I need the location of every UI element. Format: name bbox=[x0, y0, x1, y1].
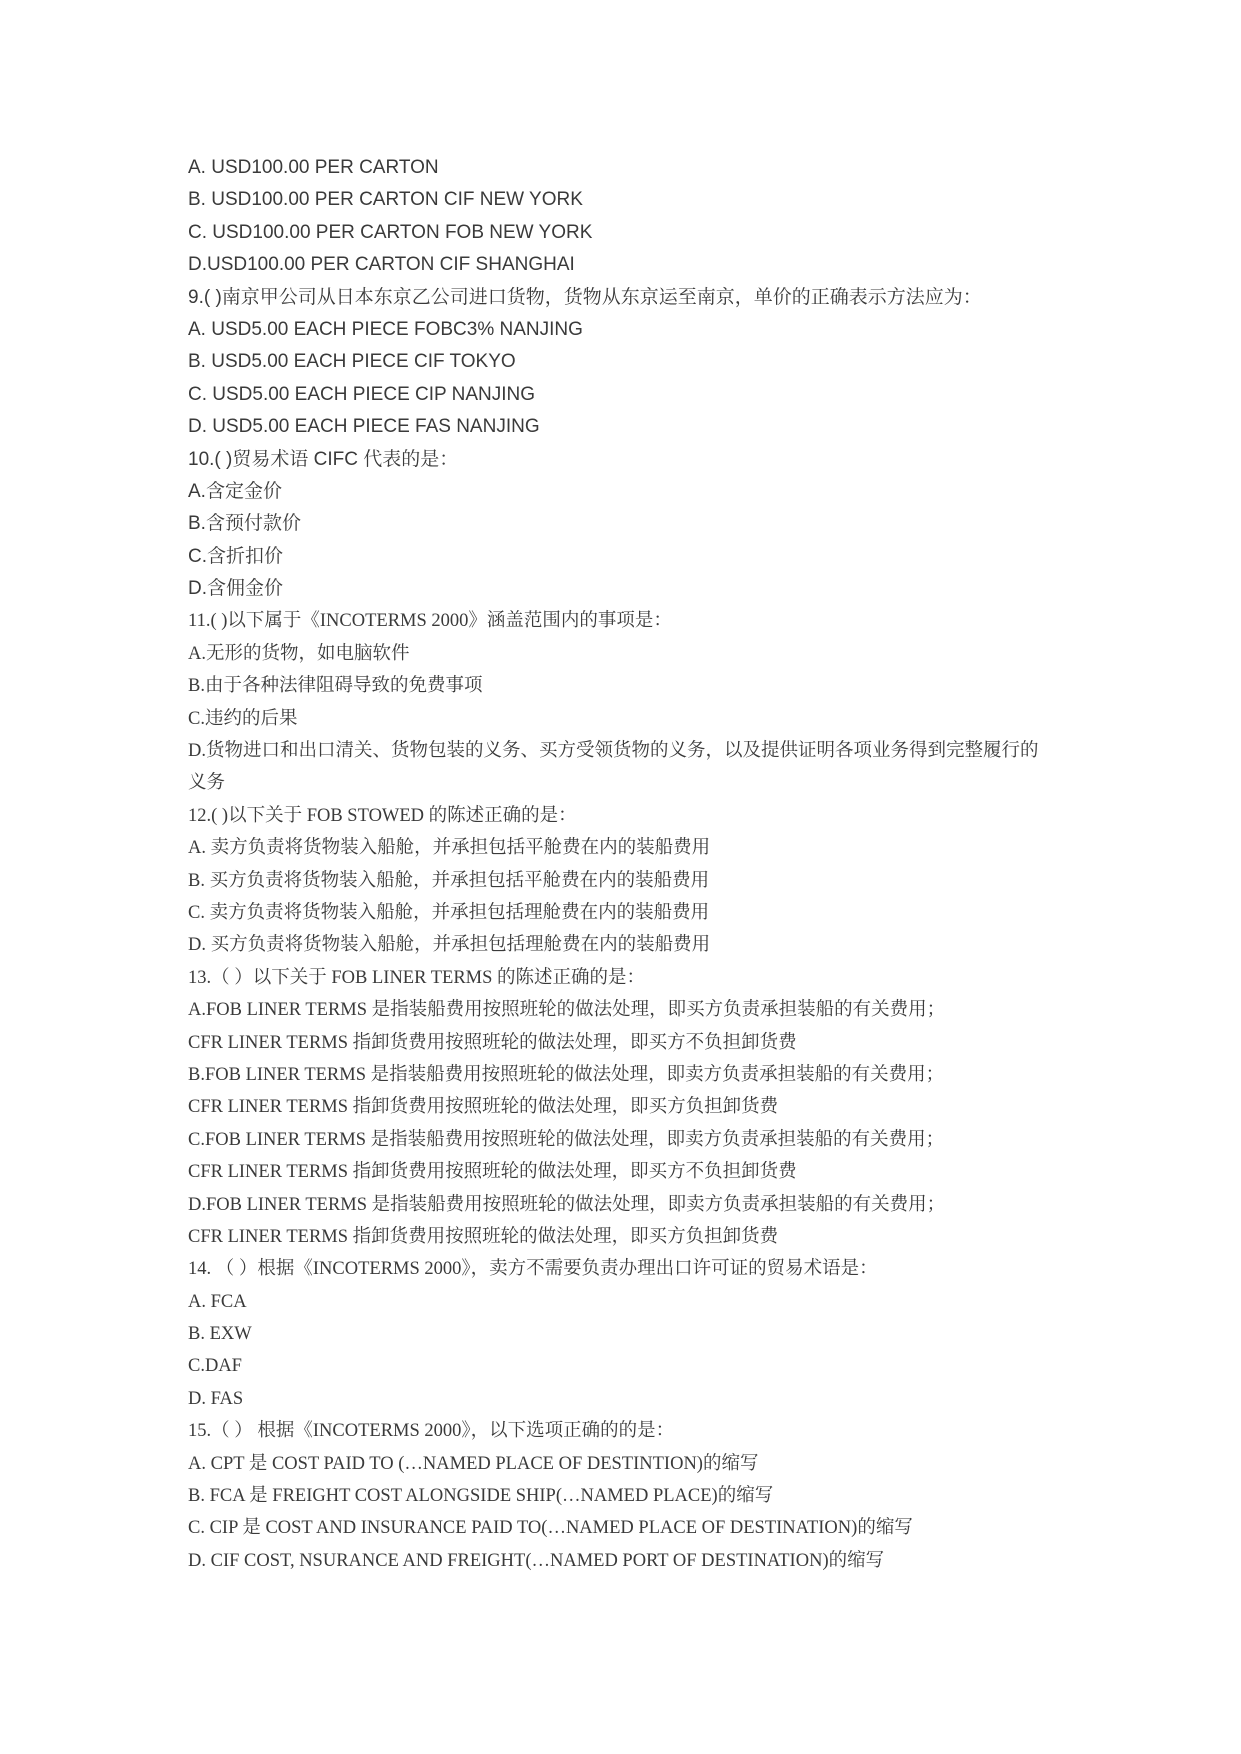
text-line: A. USD100.00 PER CARTON bbox=[188, 157, 439, 178]
text-line: A. 卖方负责将货物装入船舱，并承担包括平舱费在内的装船费用 bbox=[188, 838, 711, 859]
text-line: B. FCA 是 FREIGHT COST ALONGSIDE SHIP(…NAMED PLACE)的缩写 bbox=[188, 1486, 774, 1507]
text-line: A. CPT 是 COST PAID TO (…NAMED PLACE OF DESTINTION)的缩写 bbox=[188, 1453, 759, 1474]
text-line: B. 买方负责将货物装入船舱，并承担包括平舱费在内的装船费用 bbox=[188, 870, 710, 891]
text-line: D.USD100.00 PER CARTON CIF SHANGHAI bbox=[188, 254, 575, 276]
text-line: C. USD100.00 PER CARTON FOB NEW YORK bbox=[188, 221, 593, 243]
text-line: C. USD5.00 EACH PIECE CIP NANJING bbox=[188, 383, 536, 405]
text-line: C.FOB LINER TERMS 是指装船费用按照班轮的做法处理，即卖方负责承担装船的有关费用； bbox=[188, 1129, 945, 1150]
text-line: 义务 bbox=[188, 773, 226, 794]
text-line: 12.( )以下关于 FOB STOWED 的陈述正确的是： bbox=[188, 805, 577, 826]
text-line: B. USD5.00 EACH PIECE CIF TOKYO bbox=[188, 351, 516, 373]
text-line: CFR LINER TERMS 指卸货费用按照班轮的做法处理，即买方负担卸货费 bbox=[188, 1097, 779, 1118]
text-line: D. 买方负责将货物装入船舱，并承担包括理舱费在内的装船费用 bbox=[188, 935, 711, 956]
text-line: B. USD100.00 PER CARTON CIF NEW YORK bbox=[188, 189, 583, 211]
text-line: A.无形的货物，如电脑软件 bbox=[188, 643, 410, 664]
text-line: A. FCA bbox=[188, 1291, 247, 1312]
text-line: D. USD5.00 EACH PIECE FAS NANJING bbox=[188, 416, 540, 438]
text-line: D.FOB LINER TERMS 是指装船费用按照班轮的做法处理，即卖方负责承担装船的有关费用； bbox=[188, 1194, 946, 1215]
text-line: D. FAS bbox=[188, 1388, 244, 1409]
text-line: A.FOB LINER TERMS 是指装船费用按照班轮的做法处理，即买方负责承担装船的有关费用； bbox=[188, 1000, 946, 1021]
question-text-block bbox=[188, 152, 1088, 1577]
text-line: D.含佣金价 bbox=[188, 578, 284, 600]
text-line: A. USD5.00 EACH PIECE FOBC3% NANJING bbox=[188, 318, 583, 340]
text-line: 14. （ ）根据《INCOTERMS 2000》，卖方不需要负责办理出口许可证的贸易术语是： bbox=[188, 1259, 878, 1280]
text-line: CFR LINER TERMS 指卸货费用按照班轮的做法处理，即买方不负担卸货费 bbox=[188, 1032, 797, 1053]
text-line: B.含预付款价 bbox=[188, 513, 301, 535]
text-line: 13.（ ）以下关于 FOB LINER TERMS 的陈述正确的是： bbox=[188, 967, 646, 988]
text-line: C.含折扣价 bbox=[188, 545, 284, 567]
text-line: B.由于各种法律阻碍导致的免费事项 bbox=[188, 676, 483, 697]
text-line: A.含定金价 bbox=[188, 480, 282, 502]
text-line: 9.( )南京甲公司从日本东京乙公司进口货物，货物从东京运至南京，单价的正确表示方法应为： bbox=[188, 286, 982, 308]
text-line: C. CIP 是 COST AND INSURANCE PAID TO(…NAMED PLACE OF DESTINATION)的缩写 bbox=[188, 1518, 913, 1539]
text-line: C.违约的后果 bbox=[188, 708, 298, 729]
text-line: CFR LINER TERMS 指卸货费用按照班轮的做法处理，即买方不负担卸货费 bbox=[188, 1162, 797, 1183]
text-line: D. CIF COST, NSURANCE AND FREIGHT(…NAMED PORT OF DESTINATION)的缩写 bbox=[188, 1550, 885, 1571]
text-line: D.货物进口和出口清关、货物包装的义务、买方受领货物的义务，以及提供证明各项业务得到完整履行的 bbox=[188, 741, 1039, 762]
text-line: B.FOB LINER TERMS 是指装船费用按照班轮的做法处理，即卖方负责承担装船的有关费用； bbox=[188, 1064, 945, 1085]
text-line: C.DAF bbox=[188, 1356, 242, 1377]
text-line: 10.( )贸易术语 CIFC 代表的是： bbox=[188, 448, 459, 470]
text-line: CFR LINER TERMS 指卸货费用按照班轮的做法处理，即买方负担卸货费 bbox=[188, 1226, 779, 1247]
text-line: B. EXW bbox=[188, 1324, 252, 1345]
text-line: C. 卖方负责将货物装入船舱，并承担包括理舱费在内的装船费用 bbox=[188, 902, 710, 923]
text-line: 11.( )以下属于《INCOTERMS 2000》涵盖范围内的事项是： bbox=[188, 611, 672, 632]
text-line: 15.（ ） 根据《INCOTERMS 2000》，以下选项正确的的是： bbox=[188, 1421, 675, 1442]
